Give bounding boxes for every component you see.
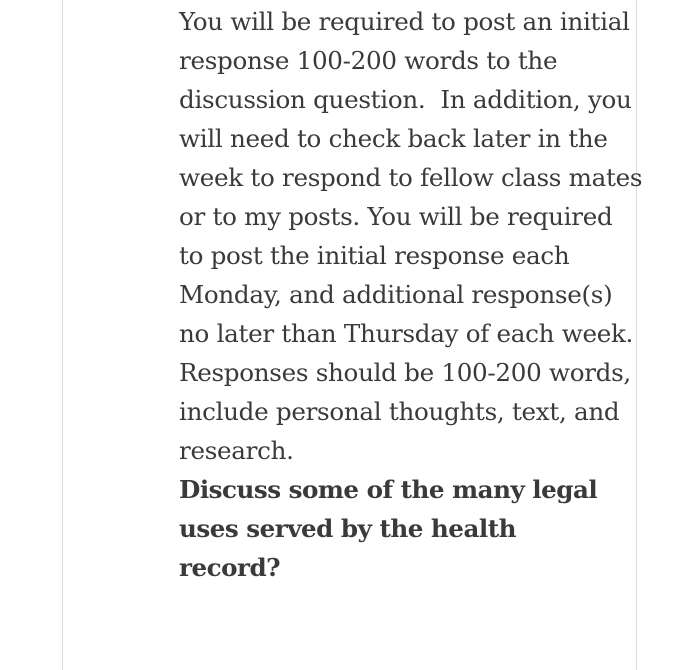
instructions-paragraph [179,2,643,470]
question-line: uses served by the health [179,514,516,543]
instructions-line: You will be required to post an initial [179,7,630,36]
instructions-line: or to my posts. You will be required [179,202,613,231]
instructions-line: Responses should be 100-200 words, [179,358,631,387]
instructions-line: research. [179,436,294,465]
instructions-line: no later than Thursday of each week. [179,319,634,348]
instructions-line: include personal thoughts, text, and [179,397,620,426]
instructions-line: Monday, and additional response(s) [179,280,613,309]
instructions-line: discussion question. In addition, you [179,85,632,114]
assignment-text [179,2,643,587]
instructions-line: will need to check back later in the [179,124,608,153]
instructions-line: week to respond to fellow class mates [179,163,643,192]
discussion-question [179,470,619,587]
instructions-line: to post the initial response each [179,241,570,270]
question-line: Discuss some of the many legal [179,475,598,504]
instructions-line: response 100-200 words to the [179,46,558,75]
question-line: record? [179,553,281,582]
